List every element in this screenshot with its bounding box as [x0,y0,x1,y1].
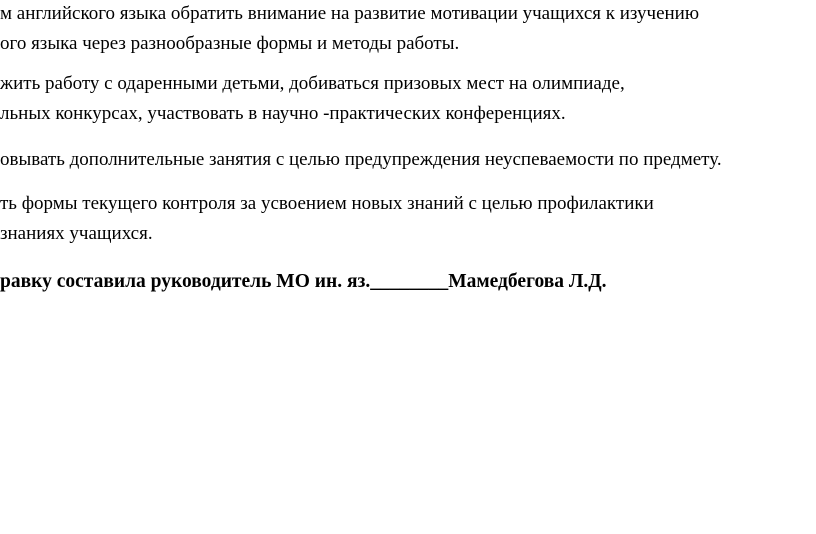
paragraph-line-6: ть формы текущего контроля за усвоением новых знаний с целью профилактики [0,193,654,214]
paragraph-line-3: жить работу с одаренными детьми, добиваться призовых мест на олимпиаде, [0,73,625,94]
paragraph-line-5: овывать дополнительные занятия с целью предупреждения неуспеваемости по предмету. [0,149,722,170]
signature-line: равку составила руководитель МО ин. яз.________Мамедбегова Л.Д. [0,271,607,292]
paragraph-line-7: знаниях учащихся. [0,223,153,244]
paragraph-line-1: м английского языка обратить внимание на развитие мотивации учащихся к изучению [0,3,700,24]
paragraph-line-2: ого языка через разнообразные формы и методы работы. [0,33,460,54]
paragraph-line-4: льных конкурсах, участвовать в научно -практических конференциях. [0,103,566,124]
